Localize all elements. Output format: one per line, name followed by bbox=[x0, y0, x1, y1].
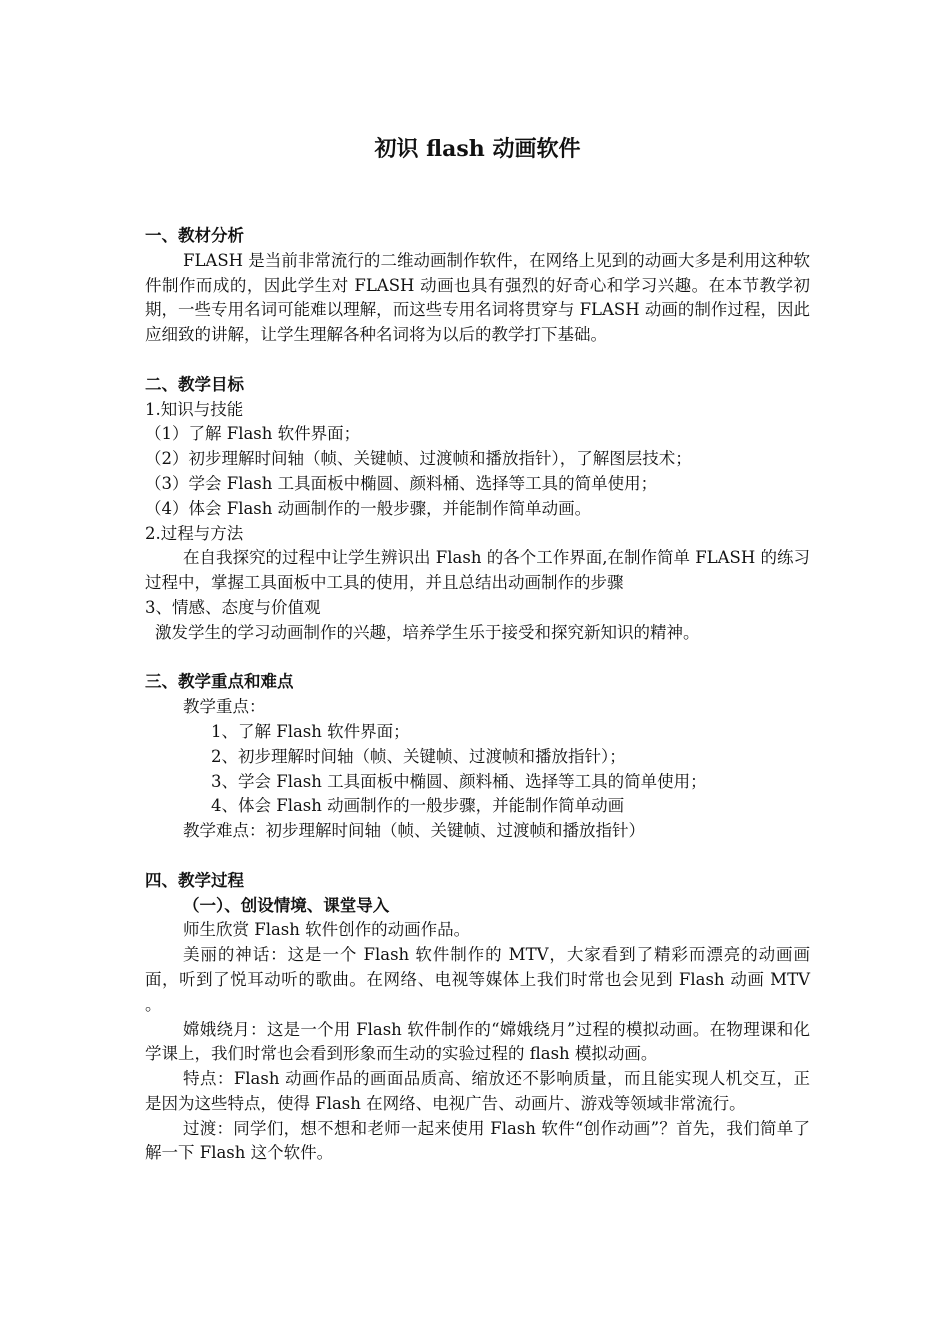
section-heading-keypoints: 三、教学重点和难点 bbox=[145, 672, 294, 692]
goal-item: （1）了解 Flash 软件界面； bbox=[145, 424, 361, 444]
mtv-paragraph: 美丽的神话：这是一个 Flash 软件制作的 MTV，大家看到了精彩而漂亮的动画画面，听到了悦耳动听的歌曲。在网络、电视等媒体上我们时常也会见到 Flash 动画 MTV 。 bbox=[145, 945, 810, 1014]
analysis-paragraph: FLASH 是当前非常流行的二维动画制作软件，在网络上见到的动画大多是利用这种软件制作而成的，因此学生对 FLASH 动画也具有强烈的好奇心和学习兴趣。在本节教学初期，一些专用名词可能难以理解，而这些专用名词将贯穿与 FLASH 动画的制作过程，因此应细致的讲解，让学生理解各种名词将为以后的教学打下基础。 bbox=[145, 250, 810, 345]
difficulty-line: 教学难点：初步理解时间轴（帧、关键帧、过渡帧和播放指针） bbox=[183, 821, 645, 841]
goals-subheading-process: 2.过程与方法 bbox=[145, 523, 244, 543]
document-title: 初识 flash 动画软件 bbox=[374, 136, 581, 162]
goal-item: （2）初步理解时间轴（帧、关键帧、过渡帧和播放指针），了解图层技术； bbox=[145, 449, 692, 469]
moon-paragraph: 嫦娥绕月：这是一个用 Flash 软件制作的“嫦娥绕月”过程的模拟动画。在物理课和化学课上，我们时常也会看到形象而生动的实验过程的 flash 模拟动画。 bbox=[145, 1019, 810, 1064]
section-heading-goals: 二、教学目标 bbox=[145, 374, 244, 394]
goal-item: （4）体会 Flash 动画制作的一般步骤，并能制作简单动画。 bbox=[145, 498, 592, 518]
process-paragraph: 在自我探究的过程中让学生辨识出 Flash 的各个工作界面,在制作简单 FLASH 的练习过程中，掌握工具面板中工具的使用，并且总结出动画制作的步骤 bbox=[145, 548, 810, 593]
key-point-item: 3、学会 Flash 工具面板中椭圆、颜料桶、选择等工具的简单使用； bbox=[211, 771, 707, 791]
attitude-paragraph: 激发学生的学习动画制作的兴趣，培养学生乐于接受和探究新知识的精神。 bbox=[155, 622, 700, 642]
document-body bbox=[145, 224, 810, 1166]
transition-paragraph: 过渡：同学们，想不想和老师一起来使用 Flash 软件“创作动画”？首先，我们简单了解一下 Flash 这个软件。 bbox=[145, 1118, 810, 1163]
key-point-item: 1、了解 Flash 软件界面； bbox=[211, 721, 410, 741]
spacer bbox=[145, 646, 810, 671]
goal-item: （3）学会 Flash 工具面板中椭圆、颜料桶、选择等工具的简单使用； bbox=[145, 473, 658, 493]
key-point-item: 2、初步理解时间轴（帧、关键帧、过渡帧和播放指针）； bbox=[211, 746, 626, 766]
features-paragraph: 特点：Flash 动画作品的画面品质高、缩放还不影响质量，而且能实现人机交互，正是因为这些特点，使得 Flash 在网络、电视广告、动画片、游戏等领域非常流行。 bbox=[145, 1069, 810, 1113]
intro-paragraph: 师生欣赏 Flash 软件创作的动画作品。 bbox=[183, 920, 471, 940]
goals-subheading-knowledge: 1.知识与技能 bbox=[145, 399, 244, 419]
spacer bbox=[145, 844, 810, 869]
spacer bbox=[145, 348, 810, 373]
section-heading-process: 四、教学过程 bbox=[145, 870, 244, 890]
goals-subheading-attitude: 3、情感、态度与价值观 bbox=[145, 597, 321, 617]
process-subheading-intro: （一）、创设情境、课堂导入 bbox=[183, 895, 390, 915]
key-points-label: 教学重点： bbox=[183, 697, 266, 717]
key-point-item: 4、体会 Flash 动画制作的一般步骤，并能制作简单动画 bbox=[211, 796, 625, 816]
section-heading-analysis: 一、教材分析 bbox=[145, 226, 244, 245]
